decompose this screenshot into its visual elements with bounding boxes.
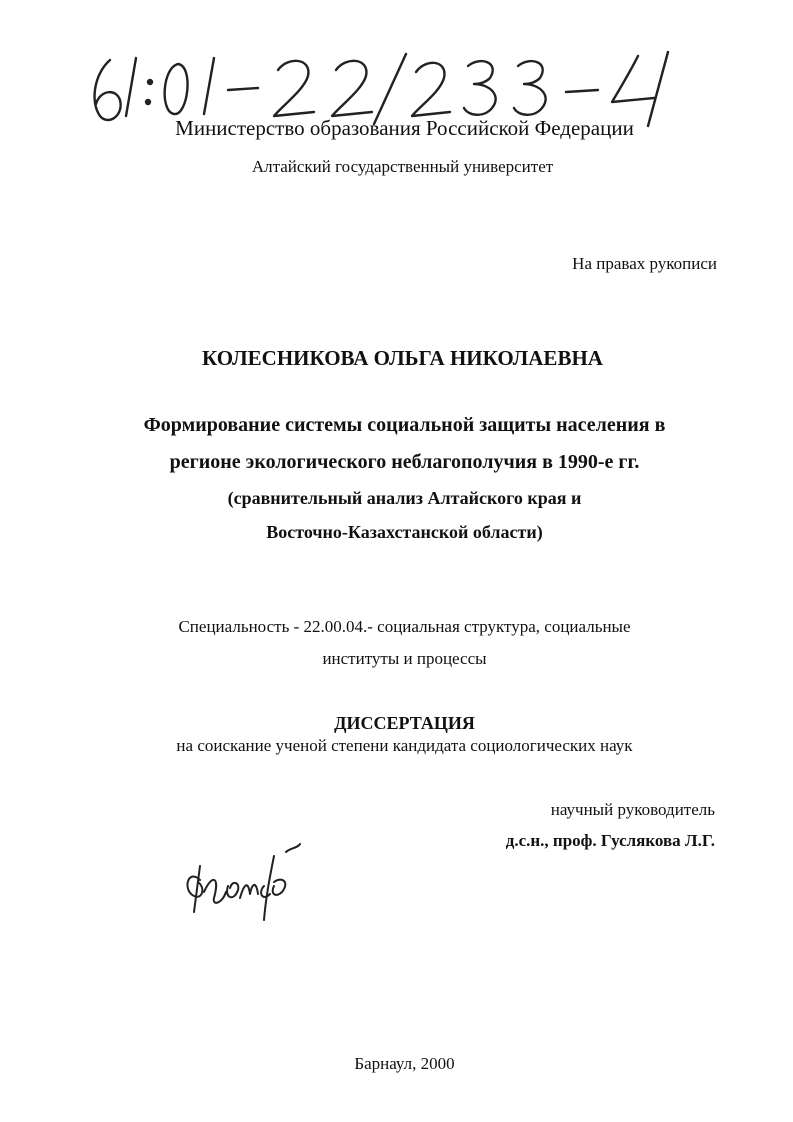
place-and-year: Барнаул, 2000 bbox=[354, 1054, 455, 1073]
manuscript-rights-note: На правах рукописи bbox=[572, 254, 717, 273]
thesis-title-line-2: регионе экологического неблагополучия в 1990-е гг. bbox=[169, 451, 640, 473]
dissertation-purpose: на соискание ученой степени кандидата социологических наук bbox=[176, 736, 633, 755]
supervisor-label: научный руководитель bbox=[550, 800, 715, 819]
specialty-line-1: Специальность - 22.00.04.- социальная структура, социальные bbox=[178, 617, 631, 636]
author-name: КОЛЕСНИКОВА ОЛЬГА НИКОЛАЕВНА bbox=[202, 346, 603, 370]
ministry-name: Министерство образования Российской Федерации bbox=[175, 116, 634, 140]
university-name: Алтайский государственный университет bbox=[251, 157, 554, 176]
dissertation-label: ДИССЕРТАЦИЯ bbox=[334, 713, 475, 733]
thesis-title-line-1: Формирование системы социальной защиты населения в bbox=[143, 414, 666, 436]
specialty-line-2: институты и процессы bbox=[322, 649, 487, 668]
thesis-subtitle-line-2: Восточно-Казахстанской области) bbox=[266, 522, 543, 542]
thesis-subtitle-line-1: (сравнительный анализ Алтайского края и bbox=[227, 488, 582, 508]
supervisor-name: д.с.н., проф. Гуслякова Л.Г. bbox=[505, 831, 715, 850]
handwritten-signature bbox=[178, 836, 308, 926]
